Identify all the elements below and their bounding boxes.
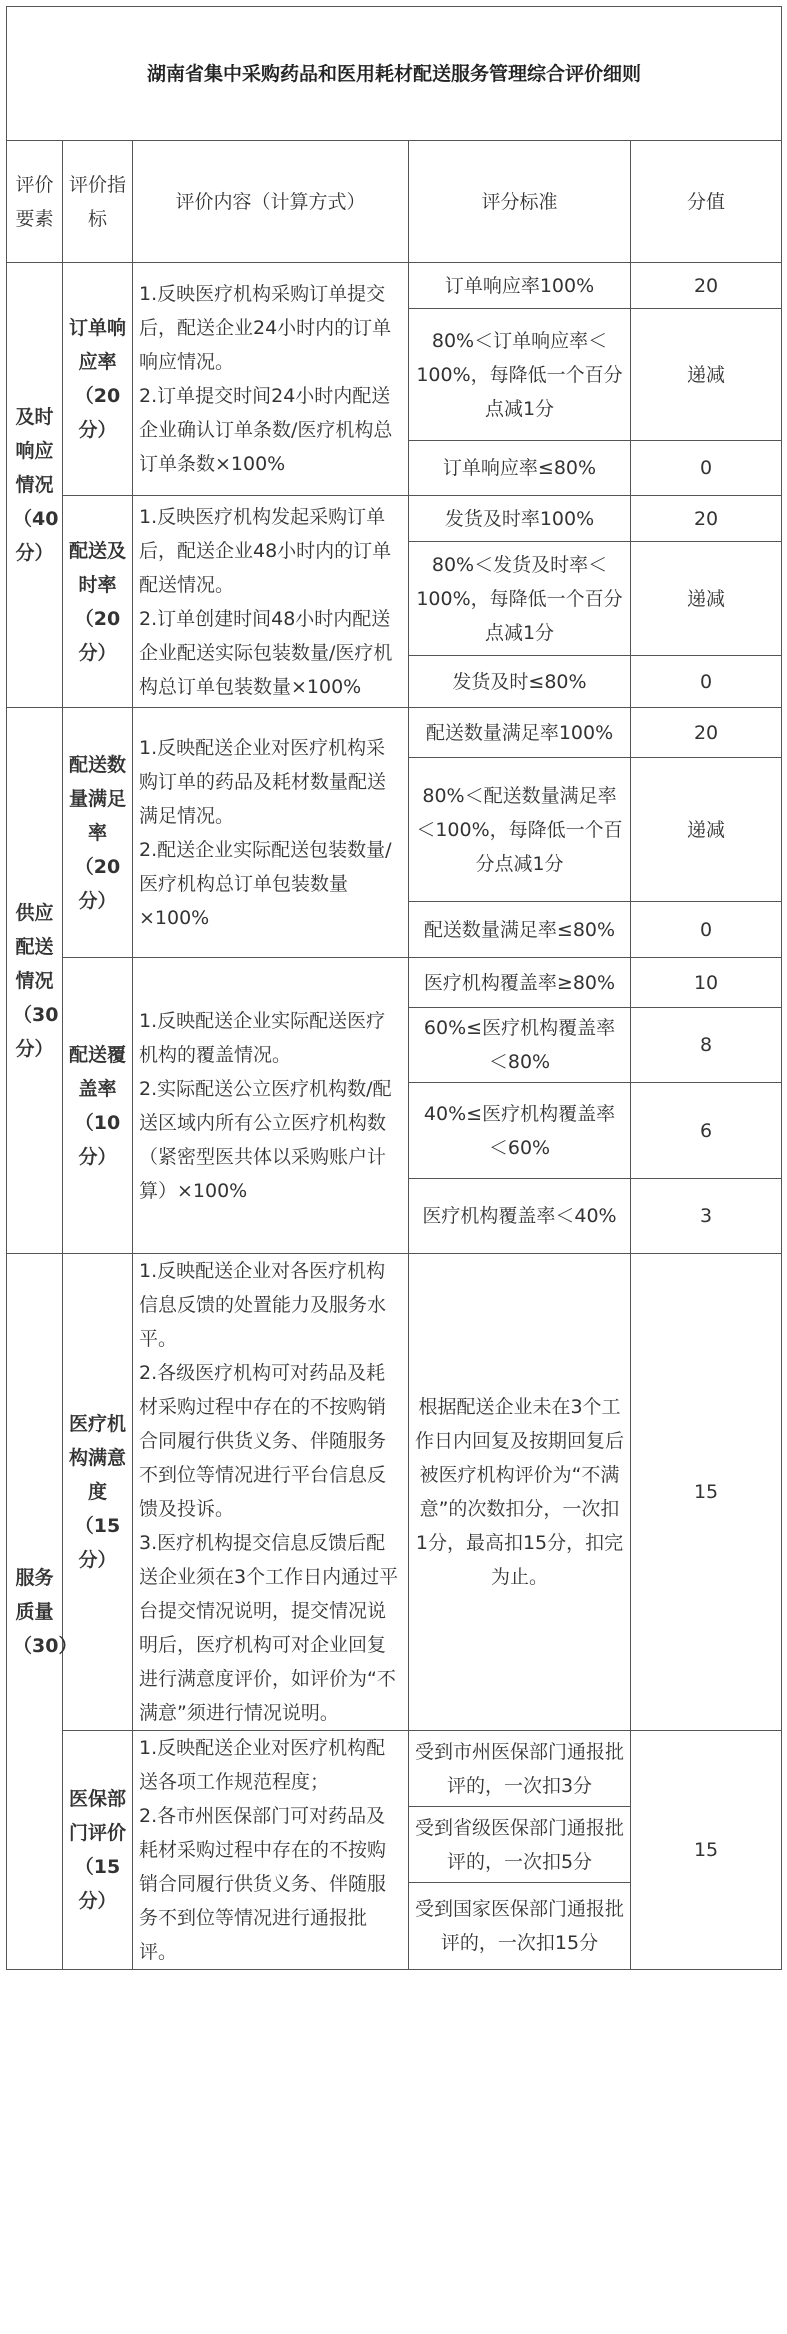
evaluation-content bbox=[133, 708, 409, 958]
content-paragraph: 1.反映医疗机构发起采购订单后，配送企业48小时内的订单配送情况。 bbox=[139, 505, 392, 596]
score-value: 10 bbox=[631, 958, 782, 1008]
scoring-standard: 医疗机构覆盖率≥80% bbox=[409, 958, 631, 1008]
content-paragraph: 2.配送企业实际配送包装数量/医疗机构总订单包装数量×100% bbox=[139, 838, 392, 929]
scoring-standard: 受到省级医保部门通报批评的，一次扣5分 bbox=[409, 1807, 631, 1883]
scoring-standard: 60%≤医疗机构覆盖率＜80% bbox=[409, 1008, 631, 1083]
scoring-standard: 订单响应率100% bbox=[409, 263, 631, 309]
header-indicator: 评价指标 bbox=[63, 141, 133, 263]
scoring-standard: 配送数量满足率100% bbox=[409, 708, 631, 758]
content-paragraph: 1.反映配送企业对医疗机构配送各项工作规范程度； bbox=[139, 1737, 386, 1793]
table-row bbox=[7, 1254, 782, 1731]
table-row bbox=[7, 496, 782, 542]
score-value: 20 bbox=[631, 708, 782, 758]
scoring-standard: 订单响应率≤80% bbox=[409, 441, 631, 496]
evaluation-indicator: 配送及时率（20分） bbox=[63, 496, 133, 708]
scoring-standard: 80%＜订单响应率＜100%，每降低一个百分点减1分 bbox=[409, 309, 631, 441]
content-paragraph: 1.反映医疗机构采购订单提交后，配送企业24小时内的订单响应情况。 bbox=[139, 283, 392, 373]
table-row bbox=[7, 1731, 782, 1807]
scoring-standard: 配送数量满足率≤80% bbox=[409, 902, 631, 958]
scoring-standard: 医疗机构覆盖率＜40% bbox=[409, 1179, 631, 1254]
evaluation-table bbox=[6, 6, 782, 1970]
evaluation-indicator: 医保部门评价（15分） bbox=[63, 1731, 133, 1970]
content-paragraph: 3.医疗机构提交信息反馈后配送企业须在3个工作日内通过平台提交情况说明，提交情况说明后，医疗机构可对企业回复进行满意度评价，如评价为“不满意”须进行情况说明。 bbox=[139, 1532, 399, 1724]
evaluation-content bbox=[133, 958, 409, 1254]
header-row bbox=[7, 141, 782, 263]
title-row bbox=[7, 7, 782, 141]
evaluation-content bbox=[133, 1254, 409, 1731]
score-value: 递减 bbox=[631, 309, 782, 441]
table-row bbox=[7, 263, 782, 309]
score-value: 6 bbox=[631, 1083, 782, 1179]
evaluation-indicator: 配送覆盖率（10分） bbox=[63, 958, 133, 1254]
evaluation-element: 供应配送情况（30分） bbox=[7, 708, 63, 1254]
score-value: 20 bbox=[631, 263, 782, 309]
scoring-standard: 发货及时≤80% bbox=[409, 656, 631, 708]
table-row bbox=[7, 958, 782, 1008]
evaluation-element: 服务质量（30） bbox=[7, 1254, 63, 1970]
content-paragraph: 2.实际配送公立医疗机构数/配送区域内所有公立医疗机构数（紧密型医共体以采购账户计算）×100% bbox=[139, 1077, 392, 1202]
header-standard: 评分标准 bbox=[409, 141, 631, 263]
score-value: 8 bbox=[631, 1008, 782, 1083]
table-body bbox=[7, 7, 782, 1970]
evaluation-element: 及时响应情况（40分） bbox=[7, 263, 63, 708]
content-paragraph: 1.反映配送企业实际配送医疗机构的覆盖情况。 bbox=[139, 1009, 386, 1066]
header-element: 评价要素 bbox=[7, 141, 63, 263]
score-value: 0 bbox=[631, 656, 782, 708]
scoring-standard: 发货及时率100% bbox=[409, 496, 631, 542]
content-paragraph: 2.订单创建时间48小时内配送企业配送实际包装数量/医疗机构总订单包装数量×100% bbox=[139, 607, 393, 698]
score-value: 0 bbox=[631, 441, 782, 496]
score-value: 20 bbox=[631, 496, 782, 542]
document-title: 湖南省集中采购药品和医用耗材配送服务管理综合评价细则 bbox=[7, 7, 782, 141]
score-value: 0 bbox=[631, 902, 782, 958]
evaluation-indicator: 订单响应率（20分） bbox=[63, 263, 133, 496]
score-value: 递减 bbox=[631, 542, 782, 656]
content-paragraph: 2.订单提交时间24小时内配送企业确认订单条数/医疗机构总订单条数×100% bbox=[139, 385, 393, 475]
evaluation-content bbox=[133, 1731, 409, 1970]
score-value: 15 bbox=[631, 1731, 782, 1970]
content-paragraph: 2.各市州医保部门可对药品及耗材采购过程中存在的不按购销合同履行供货义务、伴随服务不到位等情况进行通报批评。 bbox=[139, 1805, 387, 1963]
content-paragraph: 1.反映配送企业对医疗机构采购订单的药品及耗材数量配送满足情况。 bbox=[139, 736, 387, 827]
content-paragraph: 1.反映配送企业对各医疗机构信息反馈的处置能力及服务水平。 bbox=[139, 1260, 387, 1350]
table-row bbox=[7, 708, 782, 758]
scoring-standard: 80%＜配送数量满足率＜100%，每降低一个百分点减1分 bbox=[409, 758, 631, 902]
scoring-standard: 40%≤医疗机构覆盖率＜60% bbox=[409, 1083, 631, 1179]
header-score: 分值 bbox=[631, 141, 782, 263]
score-value: 递减 bbox=[631, 758, 782, 902]
scoring-standard: 受到市州医保部门通报批评的，一次扣3分 bbox=[409, 1731, 631, 1807]
evaluation-indicator: 配送数量满足率（20分） bbox=[63, 708, 133, 958]
scoring-standard: 根据配送企业未在3个工作日内回复及按期回复后被医疗机构评价为“不满意”的次数扣分，一次扣1分，最高扣15分，扣完为止。 bbox=[409, 1254, 631, 1731]
evaluation-content bbox=[133, 496, 409, 708]
header-content: 评价内容（计算方式） bbox=[133, 141, 409, 263]
scoring-standard: 受到国家医保部门通报批评的，一次扣15分 bbox=[409, 1883, 631, 1970]
score-value: 3 bbox=[631, 1179, 782, 1254]
evaluation-content bbox=[133, 263, 409, 496]
score-value: 15 bbox=[631, 1254, 782, 1731]
evaluation-indicator: 医疗机构满意度（15分） bbox=[63, 1254, 133, 1731]
scoring-standard: 80%＜发货及时率＜100%，每降低一个百分点减1分 bbox=[409, 542, 631, 656]
content-paragraph: 2.各级医疗机构可对药品及耗材采购过程中存在的不按购销合同履行供货义务、伴随服务不到位等情况进行平台信息反馈及投诉。 bbox=[139, 1362, 387, 1520]
